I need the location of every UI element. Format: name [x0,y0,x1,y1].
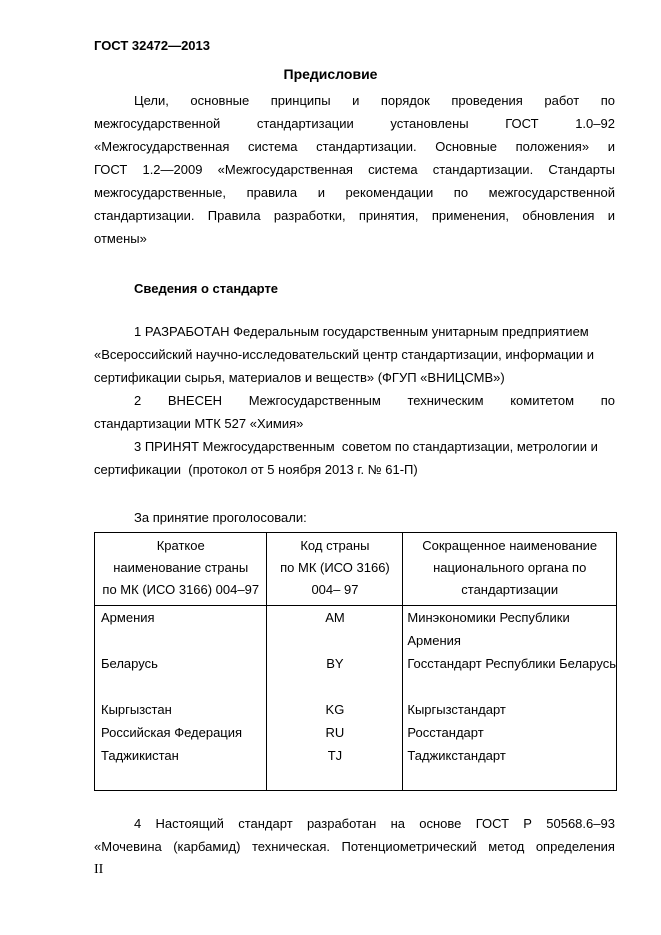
country-list [95,606,266,790]
word: Межгосударственным [248,393,381,408]
preface-paragraph [94,89,615,250]
word: система [368,162,418,177]
country-name [95,675,266,698]
header-code-line: Код страны [300,538,370,553]
word: ГОСТ [475,816,510,831]
word: отмены» [94,231,147,246]
section-title: Сведения о стандарте [134,281,279,296]
word: 50568.6–93 [546,816,615,831]
word: и [352,93,360,108]
preface-line [94,135,615,158]
word: и [607,208,615,223]
word: положения» [515,139,590,154]
standards-body-name: Росстандарт [407,725,484,740]
word: стандартизации. [316,139,417,154]
standards-body-name [403,767,616,790]
word: порядок [380,93,430,108]
word: 1.2—2009 [142,162,203,177]
word: ВНЕСЕН [167,393,223,408]
word: по [453,185,469,200]
country-code [267,767,402,790]
item4-line [94,835,615,858]
word: Стандарты [548,162,615,177]
preface-line [94,89,615,112]
word: 1.0–92 [575,116,615,131]
country-column [95,606,267,791]
standards-body-name [403,675,616,698]
word: разработки, [273,208,346,223]
word: основные [190,93,250,108]
word: техническим [407,393,484,408]
word: стандартизации [256,116,354,131]
standards-body-name: Кыргызстандарт [407,702,506,717]
standards-body-name: Минэкономики Республики [407,610,570,625]
preface-line [94,227,615,250]
header-body-line: стандартизации [461,582,559,597]
country-name: Таджикистан [101,748,179,763]
country-code: BY [326,656,344,671]
standards-body-name: Таджикстандарт [407,748,506,763]
word: Правила [207,208,261,223]
word: межгосударственные, [94,185,227,200]
header-body [403,533,617,606]
word: и [607,139,615,154]
word: Настоящий [155,816,224,831]
header-code [267,533,403,606]
country-code: AM [325,610,345,625]
item2-line: стандартизации МТК 527 «Химия» [94,416,304,431]
item4-line [94,812,615,835]
word: стандартизации. [432,162,534,177]
country-name [95,767,266,790]
votes-body-row [95,606,617,791]
header-code-line: 004– 97 [311,582,359,597]
country-code: RU [325,725,345,740]
standard-code: ГОСТ 32472—2013 [94,38,210,53]
word: на [390,816,405,831]
country-name: Беларусь [101,656,158,671]
preface-title: Предисловие [283,66,378,82]
word: Р [523,816,532,831]
word: по [600,393,615,408]
word: «Межгосударственная [94,139,230,154]
country-name: Кыргызстан [101,702,172,717]
word: применения, [431,208,510,223]
votes-table [94,532,617,791]
item1-line: 1 РАЗРАБОТАН Федеральным государственным унитарным предприятием [134,324,589,339]
word: разработан [306,816,377,831]
word: 4 [134,816,142,831]
word: правила [246,185,298,200]
country-code: KG [325,702,345,717]
word: 2 [134,393,142,408]
header-country [95,533,267,606]
word: межгосударственной [488,185,615,200]
code-list [267,606,402,790]
word: метод [488,839,525,854]
country-code: TJ [327,748,343,763]
word: обновления [522,208,595,223]
country-name [95,629,266,652]
header-country-line: наименование страны [113,560,249,575]
preface-line [94,158,615,181]
standards-body-name: Госстандарт Республики Беларусь [407,656,616,671]
word: проведения [451,93,523,108]
word: межгосударственной [94,116,221,131]
item1-line: «Всероссийский научно-исследовательский центр стандартизации, информации и [94,347,594,362]
body-list [403,606,616,790]
word: система [248,139,298,154]
preface-line [94,204,615,227]
word: стандартизации. [94,208,195,223]
header-country-line: Краткое [156,538,205,553]
word: «Межгосударственная [217,162,353,177]
item3-line: сертификации (протокол от 5 ноября 2013 г. № 61-П) [94,462,418,477]
country-code [267,675,402,698]
word: (карбамид) [173,839,241,854]
page-number: II [94,862,104,877]
info-items [94,320,615,481]
header-country-line: по МК (ИСО 3166) 004–97 [102,582,260,597]
word: стандарт [238,816,293,831]
header-code-line: по МК (ИСО 3166) [280,560,390,575]
country-name: Армения [101,610,155,625]
word: «Мочевина [94,839,162,854]
votes-header-row [95,533,617,606]
header-body-line: национального органа по [433,560,587,575]
preface-line [94,181,615,204]
word: работ [544,93,580,108]
body-column [403,606,617,791]
word: установлены [390,116,469,131]
item4-paragraph [94,812,615,858]
word: по [600,93,615,108]
word: и [317,185,325,200]
word: ГОСТ [94,162,128,177]
word: Цели, [134,93,169,108]
country-code [267,629,402,652]
word: основе [419,816,462,831]
word: определения [535,839,615,854]
word: принципы [270,93,331,108]
word: ГОСТ [505,116,539,131]
country-name: Российская Федерация [101,725,243,740]
word: Потенциометрический [341,839,477,854]
code-column [267,606,403,791]
word: рекомендации [345,185,434,200]
item1-line: сертификации сырья, материалов и веществ» (ФГУП «ВНИЦСМВ») [94,370,505,385]
votes-label: За принятие проголосовали: [134,510,307,525]
word: комитетом [510,393,575,408]
word: Основные [435,139,497,154]
word: техническая. [251,839,330,854]
item3-line: 3 ПРИНЯТ Межгосударственным советом по стандартизации, метрологии и [134,439,598,454]
word: принятия, [358,208,419,223]
standards-body-name: Армения [407,633,461,648]
item2-line [94,389,615,412]
header-body-line: Сокращенное наименование [422,538,598,553]
preface-line [94,112,615,135]
